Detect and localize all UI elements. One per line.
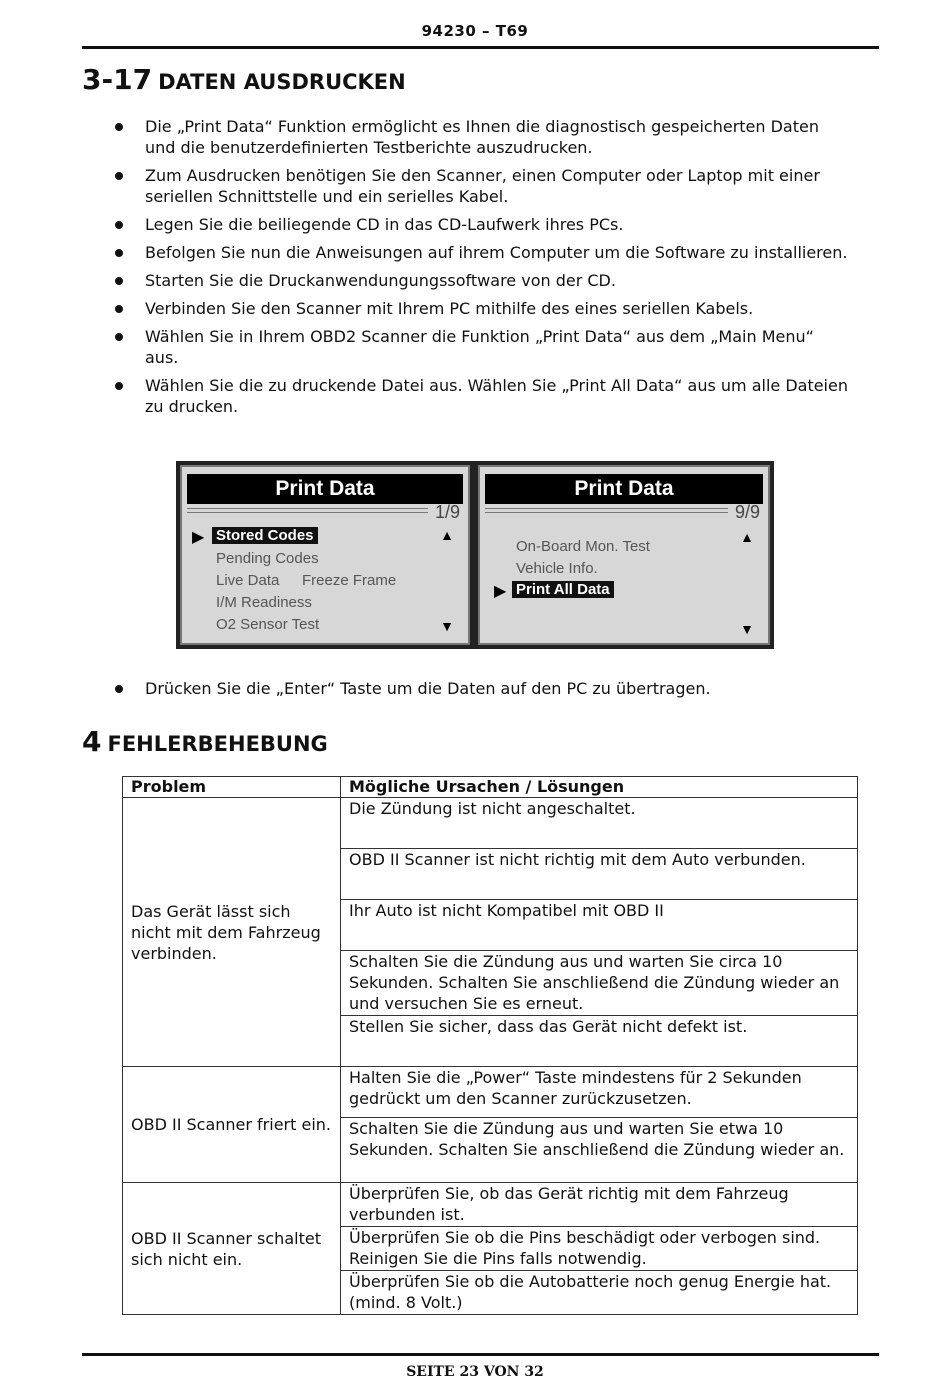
section-heading-print: [82, 63, 406, 96]
list-item: [112, 298, 852, 319]
instruction-list: [112, 116, 852, 424]
problem-cell: Das Gerät lässt sich nicht mit dem Fahrzeug verbinden.: [123, 798, 341, 1067]
cursor-arrow-icon: ▶: [494, 583, 507, 600]
bullet-icon: [115, 249, 123, 257]
menu-item: O2 Sensor Test: [216, 616, 320, 633]
section-title: FEHLERBEHEBUNG: [107, 732, 328, 756]
column-header-problem: Problem: [123, 777, 341, 798]
scroll-up-icon: ▲: [440, 527, 454, 543]
scanner-screen-right: [474, 461, 774, 649]
list-item-text: Wählen Sie in Ihrem OBD2 Scanner die Funktion „Print Data“ aus dem „Main Menu“ aus.: [145, 327, 814, 367]
list-item-text: Starten Sie die Druckanwendungungssoftware von der CD.: [145, 271, 616, 290]
column-header-solutions: Mögliche Ursachen / Lösungen: [341, 777, 858, 798]
table-row: [123, 798, 858, 849]
scanner-screenshots: [176, 461, 775, 651]
screen-page-indicator: 1/9: [434, 502, 460, 522]
list-item: [112, 214, 852, 235]
list-item-text: Wählen Sie die zu druckende Datei aus. Wählen Sie „Print All Data“ aus um alle Dateien zu drucken.: [145, 376, 848, 416]
menu-item: Vehicle Info.: [516, 560, 598, 577]
table-row: [123, 1183, 858, 1227]
menu-item: Live Data: [216, 572, 280, 589]
header-rule: [82, 46, 879, 49]
list-item: [112, 242, 852, 263]
list-item: [112, 678, 852, 699]
screen-title: Print Data: [485, 474, 763, 504]
menu-item: I/M Readiness: [216, 594, 312, 611]
cursor-arrow-icon: ▶: [192, 529, 205, 546]
list-item-text: Die „Print Data“ Funktion ermöglicht es Ihnen die diagnostisch gespeicherten Daten und die benutzerdefinierten Testberichte auszudrucken.: [145, 117, 819, 157]
list-item-text: Drücken Sie die „Enter“ Taste um die Daten auf den PC zu übertragen.: [145, 679, 711, 698]
section-number: 4: [82, 725, 102, 758]
section-heading-troubleshooting: [82, 725, 328, 758]
menu-item-selected: Print All Data: [512, 581, 614, 598]
scroll-down-icon: ▼: [740, 621, 754, 637]
screen-page-indicator: 9/9: [734, 502, 760, 522]
solution-cell: Überprüfen Sie ob die Autobatterie noch genug Energie hat. (mind. 8 Volt.): [341, 1271, 858, 1315]
solution-cell: Stellen Sie sicher, dass das Gerät nicht defekt ist.: [341, 1016, 858, 1067]
footer-rule: [82, 1353, 879, 1356]
solution-cell: Überprüfen Sie ob die Pins beschädigt oder verbogen sind. Reinigen Sie die Pins falls notwendig.: [341, 1227, 858, 1271]
scroll-up-icon: ▲: [740, 529, 754, 545]
section-number: 3-17: [82, 63, 153, 96]
table-row: [123, 1067, 858, 1118]
solution-cell: Überprüfen Sie, ob das Gerät richtig mit dem Fahrzeug verbunden ist.: [341, 1183, 858, 1227]
list-item-text: Zum Ausdrucken benötigen Sie den Scanner, einen Computer oder Laptop mit einer seriellen Schnittstelle und ein serielles Kabel.: [145, 166, 820, 206]
bullet-icon: [115, 382, 123, 390]
bullet-icon: [115, 305, 123, 313]
list-item: [112, 270, 852, 291]
scroll-down-icon: ▼: [440, 618, 454, 634]
bullet-icon: [115, 277, 123, 285]
problem-cell: OBD II Scanner schaltet sich nicht ein.: [123, 1183, 341, 1315]
screen-title: Print Data: [187, 474, 463, 504]
problem-cell: OBD II Scanner friert ein.: [123, 1067, 341, 1183]
menu-item-selected: Stored Codes: [212, 527, 318, 544]
list-item-text: Befolgen Sie nun die Anweisungen auf ihrem Computer um die Software zu installieren.: [145, 243, 848, 262]
menu-item: On-Board Mon. Test: [516, 538, 650, 555]
list-item: [112, 326, 852, 368]
menu-item: Pending Codes: [216, 550, 319, 567]
page-number: SEITE 23 VON 32: [406, 1364, 544, 1380]
solution-cell: OBD II Scanner ist nicht richtig mit dem Auto verbunden.: [341, 849, 858, 900]
bullet-icon: [115, 123, 123, 131]
solution-cell: Schalten Sie die Zündung aus und warten Sie etwa 10 Sekunden. Schalten Sie anschließend die Zündung wieder an.: [341, 1118, 858, 1183]
list-item: [112, 165, 852, 207]
troubleshooting-table: [122, 776, 858, 1315]
list-item: [112, 116, 852, 158]
solution-cell: Schalten Sie die Zündung aus und warten Sie circa 10 Sekunden. Schalten Sie anschließend die Zündung wieder an und versuchen Sie es erneut.: [341, 951, 858, 1016]
solution-cell: Die Zündung ist nicht angeschaltet.: [341, 798, 858, 849]
section-title: DATEN AUSDRUCKEN: [158, 70, 406, 94]
table-header-row: [123, 777, 858, 798]
scanner-screen-left: [176, 461, 474, 649]
list-item-text: Verbinden Sie den Scanner mit Ihrem PC mithilfe des eines seriellen Kabels.: [145, 299, 754, 318]
bullet-icon: [115, 685, 123, 693]
list-item: [112, 375, 852, 417]
solution-cell: Ihr Auto ist nicht Kompatibel mit OBD II: [341, 900, 858, 951]
menu-item: Freeze Frame: [302, 572, 397, 589]
bullet-icon: [115, 172, 123, 180]
document-id: 94230 – T69: [421, 22, 529, 40]
instruction-list-after: [112, 678, 852, 706]
bullet-icon: [115, 221, 123, 229]
list-item-text: Legen Sie die beiliegende CD in das CD-Laufwerk ihres PCs.: [145, 215, 624, 234]
solution-cell: Halten Sie die „Power“ Taste mindestens für 2 Sekunden gedrückt um den Scanner zurückzusetzen.: [341, 1067, 858, 1118]
bullet-icon: [115, 333, 123, 341]
